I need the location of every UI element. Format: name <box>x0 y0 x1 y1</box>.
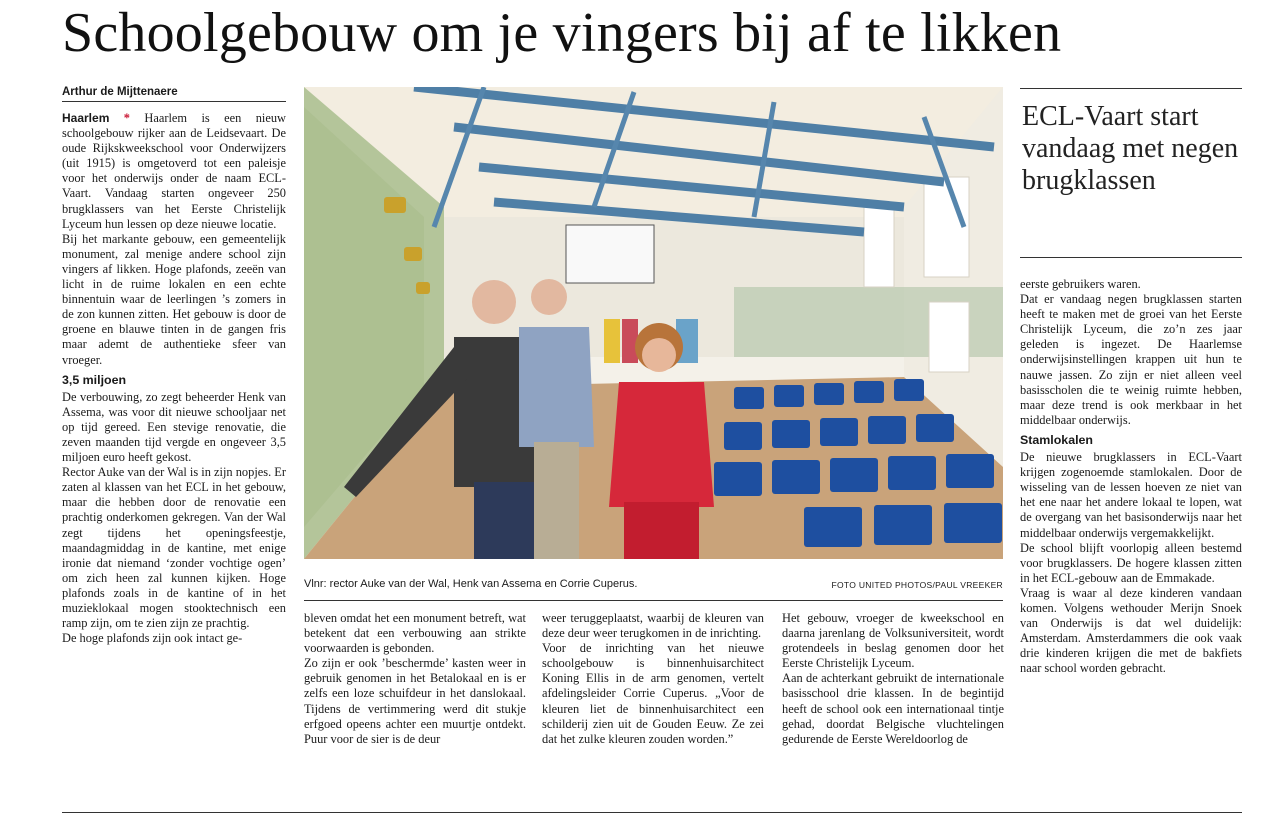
article-photo <box>304 87 1003 559</box>
paragraph: De hoge plafonds zijn ook intact ge- <box>62 631 243 646</box>
paragraph: Vraag is waar al deze kinderen vandaan komen. Volgens wethouder Merijn Snoek van Onderwijs is dat wel duidelijk: Amsterdam. Amsterdammers die ook vaak drie kinderen krijgen die met de bakfiets naar school worden gebracht. <box>1020 585 1242 676</box>
classroom-photo-illustration <box>304 87 1003 559</box>
headline: Schoolgebouw om je vingers bij af te likken <box>62 2 1062 64</box>
page-bottom-rule <box>62 812 1242 813</box>
article-column-3 <box>542 611 764 747</box>
subheading: Stamlokalen <box>1020 432 1093 447</box>
paragraph: De school blijft voorlopig alleen bestemd voor brugklassers. De hogere klassen zitten in het ECL-gebouw aan de Emmakade. <box>1020 540 1242 585</box>
photo-caption <box>304 578 1003 590</box>
paragraph: Dat er vandaag negen brugklassen starten heeft te maken met de groei van het Eerste Christelijk Lyceum, die zo’n zes jaar geleden is ingezet. De Haarlemse onderwijsinstellingen krappen uit hun te nauwe jassen. Zo zijn er niet alleen veel basisscholen die te weinig ruimte hebben, maar deze trend is ook merkbaar in het middelbaar onderwijs. <box>1020 292 1242 427</box>
dateline: Haarlem <box>62 111 110 125</box>
byline: Arthur de Mijttenaere <box>62 86 286 102</box>
caption-text: Vlnr: rector Auke van der Wal, Henk van Assema en Corrie Cuperus. <box>304 578 638 590</box>
photo-credit: FOTO UNITED PHOTOS/PAUL VREEKER <box>831 580 1003 590</box>
article-column-1 <box>62 111 286 646</box>
paragraph: eerste gebruikers waren. <box>1020 277 1141 291</box>
paragraph <box>62 111 286 232</box>
paragraph: Rector Auke van der Wal is in zijn nopjes. Er zaten al klassen van het ECL in het gebouw, maar die hebben door de renovatie een prachtig onderkomen gekregen. Van der Wal zegt tijdens het openingsfeestje, maandagmiddag in de kantine, met enige ironie dat niemand ‘zonder vochtige ogen’ om zich heen zal kunnen kijken. Hoge plafonds zoals in de kantine of in het muzieklokaal mogen stooktechnisch een ramp zijn, om te zien zijn ze prachtig. <box>62 465 286 631</box>
article-column-5 <box>1020 277 1242 676</box>
subheading: 3,5 miljoen <box>62 372 127 387</box>
article-column-4 <box>782 611 1004 747</box>
caption-divider <box>304 600 1003 601</box>
dateline-star-icon: * <box>123 111 130 125</box>
paragraph: Bij het markante gebouw, een gemeentelijk monument, zal menige andere school zijn vingers af likken. Hoge plafonds, zeeën van licht in de ruime lokalen en een echte binnentuin waar de leerlingen ’s zomers in de zon kunnen zitten. Het gebouw is door de groene en blauwe tinten in de gangen fris maar ademt de authentieke sfeer van vroeger. <box>62 231 286 367</box>
paragraph: bleven omdat het een monument betreft, wat betekent dat een verbouwing aan strikte voorwaarden is gebonden. <box>304 611 526 656</box>
paragraph: weer teruggeplaatst, waarbij de kleuren van deze deur weer terugkomen in de inrichting. <box>542 611 764 641</box>
paragraph: Voor de inrichting van het nieuwe schoolgebouw is binnenhuisarchitect Koning Ellis in de arm genomen, vertelt afdelingsleider Corrie Cuperus. „Voor de kleuren liet de binnenhuisarchitect een schilderij zien uit de Gouden Eeuw. Ze zei dat het zulke kleuren zouden worden.” <box>542 641 764 746</box>
paragraph: De nieuwe brugklassers in ECL-Vaart krijgen zogenoemde stamlokalen. Door de wisseling van de lessen hoeven ze niet van het ene naar het andere lokaal te lopen, wat de overgang van het basisonderwijs naar het middelbaar onderwijs vergemakkelijkt. <box>1020 450 1242 540</box>
paragraph: Het gebouw, vroeger de kweekschool en daarna jarenlang de Volksuniversiteit, wordt grotendeels in beslag genomen door het Eerste Christelijk Lyceum. <box>782 611 1004 671</box>
paragraph: De verbouwing, zo zegt beheerder Henk van Assema, was voor dit nieuwe schooljaar net op tijd gereed. Een stevige renovatie, die zeven maanden tijd vergde en ongeveer 3,5 miljoen euro heeft gekost. <box>62 389 286 465</box>
paragraph-text: Haarlem is een nieuw schoolgebouw rijker aan de Leidsevaart. De oude Rijkskweekschool voor Onderwijzers (uit 1915) is omgetoverd tot een paleisje voor het onderwijs onder de naam ECL-Vaart. Vandaag starten ongeveer 250 brugklassers van het Eerste Christelijk Lyceum hun lessen op deze nieuwe locatie. <box>62 111 286 231</box>
sidebar-headline: ECL-Vaart start vandaag met negen brugklassen <box>1022 101 1239 196</box>
paragraph: Zo zijn er ook ’beschermde’ kasten weer in gebruik genomen in het Betalokaal en is er zelfs een loze schuifdeur in het danslokaal. Tijdens de vertimmering werd dit stukje erfgoed opeens achter een muurtje ontdekt. Puur voor de sier is de deur <box>304 656 526 746</box>
paragraph: Aan de achterkant gebruikt de internationale basisschool drie klassen. In de begintijd heeft de school ook een internationaal tintje gehad, doordat Belgische vluchtelingen gedurende de Eerste Wereldoorlog de <box>782 671 1004 746</box>
article-column-2 <box>304 611 526 747</box>
sidebar-headline-box <box>1020 88 1242 258</box>
